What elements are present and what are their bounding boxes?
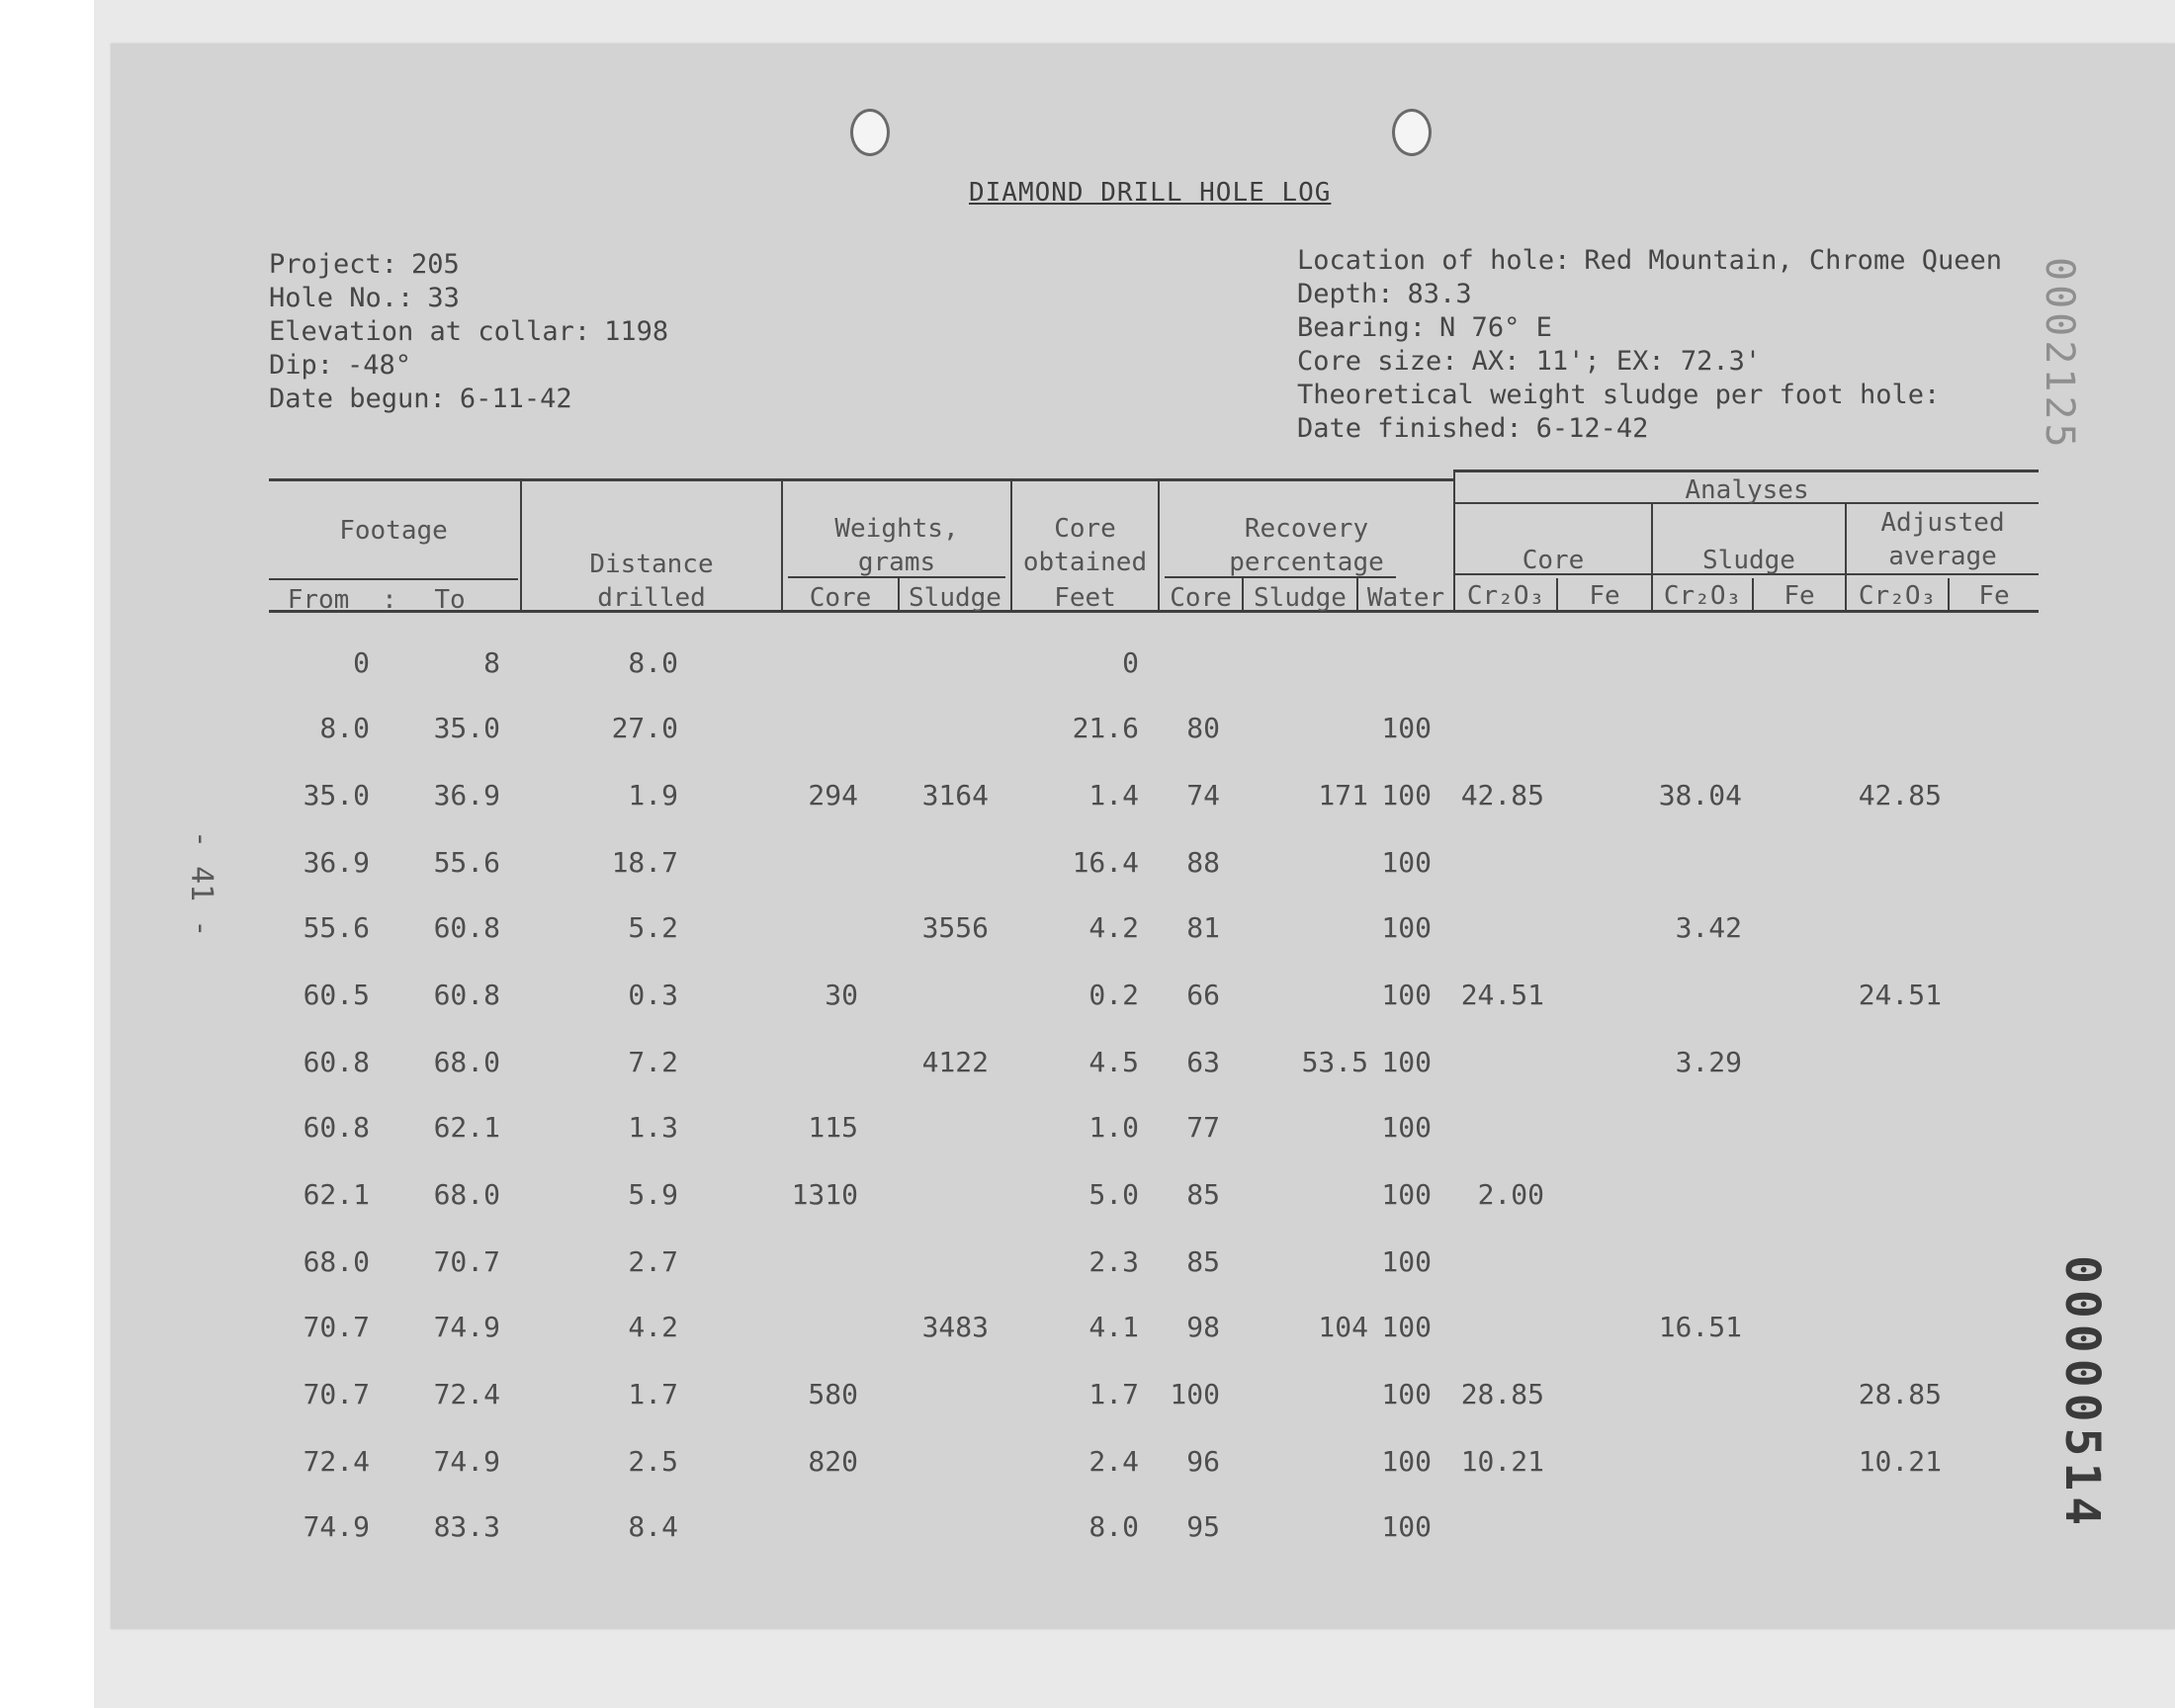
cell-to: 70.7 (433, 1245, 500, 1278)
document-title: DIAMOND DRILL HOLE LOG (969, 178, 1332, 208)
rule-footage (269, 578, 518, 580)
cell-core-ft: 4.2 (1088, 911, 1139, 944)
cell-r-water: 100 (1381, 979, 1432, 1011)
cell-to: 72.4 (433, 1378, 500, 1410)
cell-r-core: 81 (1186, 911, 1220, 944)
th-recovery: Recovery (1244, 514, 1369, 544)
dip-label: Dip: (269, 350, 334, 381)
cell-core-ft: 2.3 (1088, 1245, 1139, 1278)
cell-to: 60.8 (433, 911, 500, 944)
cell-r-water: 100 (1381, 1046, 1432, 1078)
date-begun-value: 6-11-42 (459, 384, 572, 414)
bearing-line (1297, 312, 1552, 343)
cell-r-water: 100 (1381, 1378, 1432, 1410)
th-percentage: percentage (1229, 548, 1384, 577)
cell-r-core: 96 (1186, 1445, 1220, 1478)
cell-core-ft: 21.6 (1072, 712, 1139, 744)
cell-to: 74.9 (433, 1445, 500, 1478)
cell-from: 0 (353, 646, 370, 679)
th-analyses-core: Core (1522, 546, 1585, 575)
cell-r-water: 100 (1381, 846, 1432, 879)
cell-w-core: 820 (808, 1445, 858, 1478)
cell-r-sludge: 104 (1318, 1311, 1368, 1343)
cell-w-sludge: 3164 (921, 779, 989, 811)
cell-a-core-cr: 42.85 (1460, 779, 1544, 811)
cell-core-ft: 5.0 (1088, 1178, 1139, 1211)
th-adjusted-cr2o3: Cr₂O₃ (1858, 581, 1937, 611)
depth-line (1297, 279, 1472, 309)
cell-from: 8.0 (319, 712, 370, 744)
cell-a-core-cr: 24.51 (1460, 979, 1544, 1011)
th-adjusted-fe: Fe (1978, 581, 2010, 611)
cell-from: 60.5 (303, 979, 370, 1011)
cell-from: 68.0 (303, 1245, 370, 1278)
cell-r-water: 100 (1381, 712, 1432, 744)
cell-dist: 5.9 (628, 1178, 678, 1211)
dip-value: -48° (347, 350, 412, 381)
project-line (269, 249, 460, 280)
punch-hole-left (850, 109, 890, 156)
rule-top-right (1453, 470, 2039, 472)
core-size-label: Core size: (1297, 346, 1458, 377)
cell-adj-cr: 28.85 (1858, 1378, 1942, 1410)
cell-a-core-cr: 10.21 (1460, 1445, 1544, 1478)
bearing-label: Bearing: (1297, 312, 1427, 343)
cell-dist: 18.7 (611, 846, 678, 879)
cell-core-ft: 8.0 (1088, 1510, 1139, 1543)
cell-core-ft: 2.4 (1088, 1445, 1139, 1478)
cell-r-core: 74 (1186, 779, 1220, 811)
cell-w-core: 30 (825, 979, 858, 1011)
depth-label: Depth: (1297, 279, 1394, 309)
cell-a-core-cr: 2.00 (1477, 1178, 1544, 1211)
cell-adj-cr: 10.21 (1858, 1445, 1942, 1478)
elevation-line (269, 316, 668, 347)
th-distance: Distance (589, 550, 714, 579)
th-core-cr2o3: Cr₂O₃ (1466, 581, 1545, 611)
th-sludge-cr2o3: Cr₂O₃ (1663, 581, 1742, 611)
cell-a-sludge-cr: 3.42 (1675, 911, 1742, 944)
cell-w-core: 294 (808, 779, 858, 811)
th-colon: : (382, 585, 397, 615)
th-core-obtained-3: Feet (1054, 583, 1116, 613)
cell-to: 55.6 (433, 846, 500, 879)
cell-dist: 7.2 (628, 1046, 678, 1078)
cell-to: 35.0 (433, 712, 500, 744)
cell-core-ft: 16.4 (1072, 846, 1139, 879)
cell-core-ft: 0.2 (1088, 979, 1139, 1011)
location-label: Location of hole: (1297, 245, 1571, 276)
date-finished-value: 6-12-42 (1535, 413, 1649, 444)
cell-r-core: 85 (1186, 1245, 1220, 1278)
cell-to: 60.8 (433, 979, 500, 1011)
th-sludge-fe: Fe (1784, 581, 1815, 611)
stamp-top-number: 0002125 (2037, 257, 2082, 452)
cell-to: 74.9 (433, 1311, 500, 1343)
cell-r-water: 100 (1381, 1510, 1432, 1543)
th-average: average (1888, 542, 1997, 571)
cell-w-core: 1310 (791, 1178, 858, 1211)
date-finished-label: Date finished: (1297, 413, 1522, 444)
cell-dist: 8.0 (628, 646, 678, 679)
cell-dist: 1.3 (628, 1111, 678, 1144)
project-value: 205 (411, 249, 460, 280)
cell-from: 70.7 (303, 1311, 370, 1343)
location-value: Red Mountain, Chrome Queen (1584, 245, 2002, 276)
cell-a-sludge-cr: 16.51 (1658, 1311, 1742, 1343)
th-drilled: drilled (597, 583, 706, 613)
th-core-fe: Fe (1589, 581, 1620, 611)
hole-no-line (269, 283, 460, 313)
cell-w-sludge: 3556 (921, 911, 989, 944)
page-number: - 41 - (184, 830, 218, 938)
cell-to: 8 (483, 646, 500, 679)
cell-to: 68.0 (433, 1046, 500, 1078)
th-from: From (287, 585, 350, 615)
th-analyses: Analyses (1685, 475, 1809, 505)
cell-r-sludge: 53.5 (1301, 1046, 1368, 1078)
th-recovery-water: Water (1366, 583, 1445, 613)
th-weight-core: Core (809, 583, 872, 613)
cell-r-sludge: 171 (1318, 779, 1368, 811)
th-core-obtained-1: Core (1054, 514, 1116, 544)
cell-r-core: 88 (1186, 846, 1220, 879)
sludge-weight-label: Theoretical weight sludge per foot hole: (1297, 380, 1941, 410)
cell-r-water: 100 (1381, 911, 1432, 944)
cell-from: 60.8 (303, 1046, 370, 1078)
cell-core-ft: 0 (1122, 646, 1139, 679)
cell-dist: 5.2 (628, 911, 678, 944)
cell-adj-cr: 42.85 (1858, 779, 1942, 811)
cell-a-sludge-cr: 38.04 (1658, 779, 1742, 811)
cell-r-core: 85 (1186, 1178, 1220, 1211)
cell-r-core: 63 (1186, 1046, 1220, 1078)
cell-r-core: 98 (1186, 1311, 1220, 1343)
cell-w-sludge: 4122 (921, 1046, 989, 1078)
th-footage: Footage (339, 516, 448, 546)
date-begun-label: Date begun: (269, 384, 446, 414)
hole-no-label: Hole No.: (269, 283, 414, 313)
cell-dist: 4.2 (628, 1311, 678, 1343)
cell-to: 36.9 (433, 779, 500, 811)
cell-dist: 1.9 (628, 779, 678, 811)
cell-r-water: 100 (1381, 1111, 1432, 1144)
th-core-obtained-2: obtained (1022, 548, 1148, 577)
date-finished-line (1297, 413, 1648, 444)
date-begun-line (269, 384, 572, 414)
cell-r-core: 95 (1186, 1510, 1220, 1543)
location-line (1297, 245, 2002, 276)
cell-dist: 27.0 (611, 712, 678, 744)
cell-to: 83.3 (433, 1510, 500, 1543)
cell-r-water: 100 (1381, 1311, 1432, 1343)
th-analyses-sludge: Sludge (1702, 546, 1795, 575)
cell-to: 62.1 (433, 1111, 500, 1144)
cell-dist: 2.5 (628, 1445, 678, 1478)
cell-adj-cr: 24.51 (1858, 979, 1942, 1011)
cell-w-core: 580 (808, 1378, 858, 1410)
th-adjusted: Adjusted (1880, 508, 2005, 538)
cell-r-core: 80 (1186, 712, 1220, 744)
cell-dist: 1.7 (628, 1378, 678, 1410)
cell-r-core: 77 (1186, 1111, 1220, 1144)
cell-from: 35.0 (303, 779, 370, 811)
cell-core-ft: 1.0 (1088, 1111, 1139, 1144)
cell-r-core: 100 (1170, 1378, 1220, 1410)
elevation-value: 1198 (604, 316, 669, 347)
project-label: Project: (269, 249, 398, 280)
cell-from: 74.9 (303, 1510, 370, 1543)
bearing-value: N 76° E (1439, 312, 1552, 343)
core-size-value: AX: 11'; EX: 72.3' (1471, 346, 1762, 377)
cell-core-ft: 1.4 (1088, 779, 1139, 811)
depth-value: 83.3 (1407, 279, 1472, 309)
elevation-label: Elevation at collar: (269, 316, 591, 347)
dip-line (269, 350, 411, 381)
cell-from: 70.7 (303, 1378, 370, 1410)
th-grams: grams (857, 548, 936, 577)
th-to: To (434, 585, 466, 615)
stamp-side-number: 00000514 (2054, 1255, 2110, 1532)
cell-a-core-cr: 28.85 (1460, 1378, 1544, 1410)
cell-r-water: 100 (1381, 1445, 1432, 1478)
cell-from: 72.4 (303, 1445, 370, 1478)
hole-no-value: 33 (427, 283, 460, 313)
cell-a-sludge-cr: 3.29 (1675, 1046, 1742, 1078)
cell-core-ft: 1.7 (1088, 1378, 1139, 1410)
cell-r-water: 100 (1381, 1245, 1432, 1278)
cell-r-water: 100 (1381, 1178, 1432, 1211)
rule-top-left (269, 478, 1453, 481)
cell-r-core: 66 (1186, 979, 1220, 1011)
th-recovery-core: Core (1170, 583, 1232, 613)
sludge-weight-line (1297, 380, 1954, 410)
th-weight-sludge: Sludge (909, 583, 1001, 613)
cell-to: 68.0 (433, 1178, 500, 1211)
th-weights: Weights, (834, 514, 959, 544)
cell-from: 60.8 (303, 1111, 370, 1144)
punch-hole-right (1392, 109, 1432, 156)
core-size-line (1297, 346, 1761, 377)
cell-from: 36.9 (303, 846, 370, 879)
cell-r-water: 100 (1381, 779, 1432, 811)
cell-dist: 8.4 (628, 1510, 678, 1543)
cell-dist: 2.7 (628, 1245, 678, 1278)
cell-from: 62.1 (303, 1178, 370, 1211)
th-recovery-sludge: Sludge (1254, 583, 1347, 613)
cell-from: 55.6 (303, 911, 370, 944)
scan-margin (0, 0, 94, 1708)
cell-core-ft: 4.5 (1088, 1046, 1139, 1078)
cell-w-core: 115 (808, 1111, 858, 1144)
cell-core-ft: 4.1 (1088, 1311, 1139, 1343)
cell-w-sludge: 3483 (921, 1311, 989, 1343)
cell-dist: 0.3 (628, 979, 678, 1011)
